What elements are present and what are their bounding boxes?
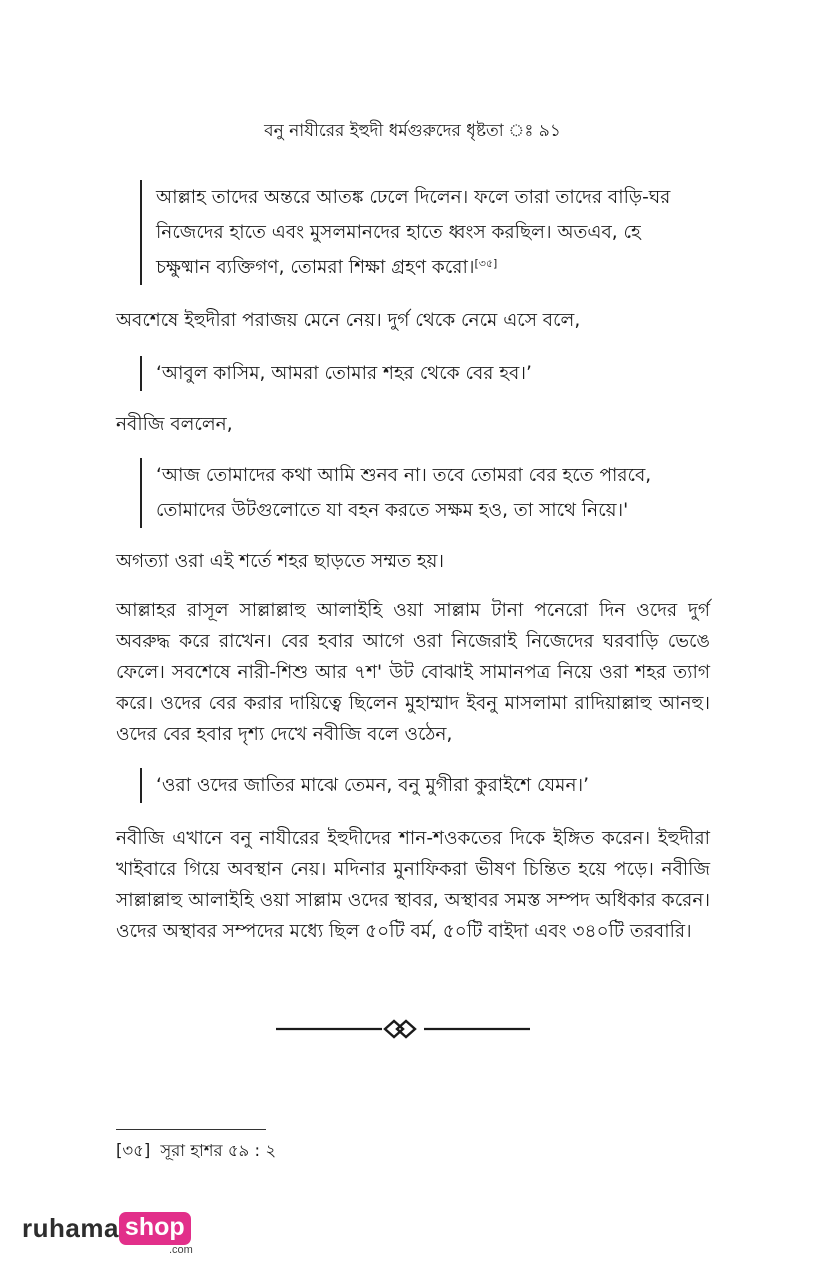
quote-line-text: চক্ষুষ্মান ব্যক্তিগণ, তোমরা শিক্ষা গ্রহণ করো। [156,257,475,278]
quote-line: নিজেদের হাতে এবং মুসলমানদের হাতে ধ্বংস করছিল। অতএব, হে [156,222,641,243]
footnote-ref[interactable]: [৩৫] [474,257,498,270]
watermark-logo [22,1212,193,1256]
quote-line: ‘ওরা ওদের জাতির মাঝে তেমন, বনু মুগীরা কুরাইশে যেমন।’ [156,775,589,796]
quote-line: আল্লাহ তাদের অন্তরে আতঙ্ক ঢেলে দিলেন। ফলে তারা তাদের বাড়ি-ঘর [156,187,671,208]
quote-line: ‘আজ তোমাদের কথা আমি শুনব না। তবে তোমরা বের হতে পারবে, [156,465,652,486]
interlocking-rings-icon [385,1021,415,1037]
paragraph: অবশেষে ইহুদীরা পরাজয় মেনে নেয়। দুর্গ থেকে নেমে এসে বলে, [116,310,581,331]
section-divider [276,1016,530,1042]
quote-line: ‘আবুল কাসিম, আমরা তোমার শহর থেকে বের হব।’ [156,363,532,384]
quote-block-verse [140,180,710,285]
quote-block [140,458,710,528]
logo-text: ruhama [22,1213,119,1243]
paragraph: আল্লাহর রাসূল সাল্লাল্লাহু আলাইহি ওয়া সাল্লাম টানা পনেরো দিন ওদের দুর্গ অবরুদ্ধ করে রাখেন। বের হবার আগে ওরা নিজেরাই নিজেদের ঘরবাড়ি ভেঙে ফেলে। সবশেষে নারী-শিশু আর ৭শ' উট বোঝাই সামানপত্র নিয়ে ওরা শহর ত্যাগ করে। ওদের বের করার দায়িত্বে ছিলেন মুহাম্মাদ ইবনু মাসলামা রাদিয়াল্লাহু আনহু। ওদের বের হবার দৃশ্য দেখে নবীজি বলে ওঠেন, [116,600,710,745]
running-header: বনু নাযীরের ইহুদী ধর্মগুরুদের ধৃষ্টতা ঃ ৯১ [264,121,561,141]
quote-line: তোমাদের উটগুলোতে যা বহন করতে সক্ষম হও, তা সাথে নিয়ে।' [156,500,629,521]
footnote-text: সূরা হাশর ৫৯ : ২ [160,1141,277,1160]
footnote-number: [৩৫] [116,1141,151,1160]
logo-domain: .com [169,1244,193,1256]
footnote [116,1138,276,1165]
paragraph: নবীজি বললেন, [116,414,233,435]
page-body [116,180,710,947]
quote-block [140,356,710,391]
paragraph: নবীজি এখানে বনু নাযীরের ইহুদীদের শান-শওকতের দিকে ইঙ্গিত করেন। ইহুদীরা খাইবারে গিয়ে অবস্থান নেয়। মদিনার মুনাফিকরা ভীষণ চিন্তিত হয়ে পড়ে। নবীজি সাল্লাল্লাহু আলাইহি ওয়া সাল্লাম ওদের স্থাবর, অস্থাবর সমস্ত সম্পদ অধিকার করেন। ওদের অস্থাবর সম্পদের মধ্যে ছিল ৫০টি বর্ম, ৫০টি বাইদা এবং ৩৪০টি তরবারি। [116,828,710,942]
quote-line [156,250,710,285]
quote-block [140,768,710,803]
footnote-separator [116,1129,266,1130]
paragraph: অগত্যা ওরা এই শর্তে শহর ছাড়তে সম্মত হয়। [116,551,445,572]
logo-badge: shop [119,1212,191,1245]
